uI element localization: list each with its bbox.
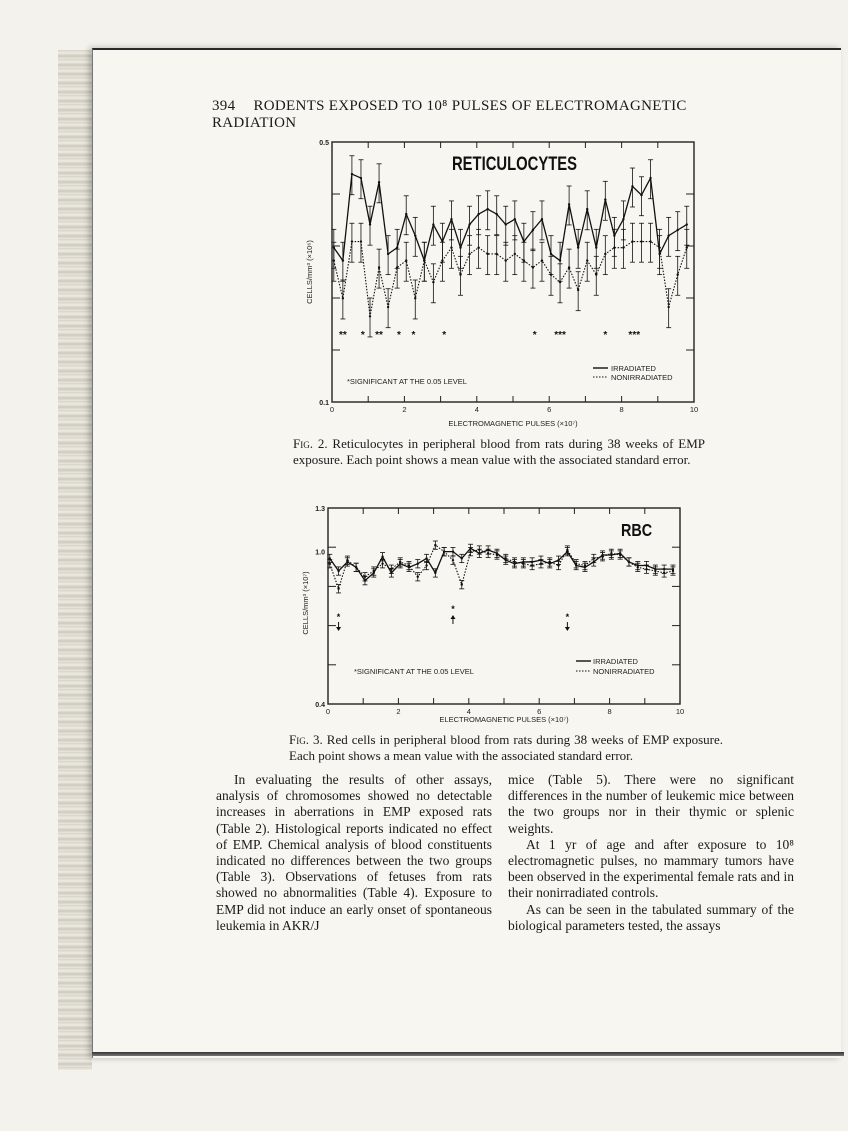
data-point (414, 297, 416, 299)
x-axis-label: ELECTROMAGNETIC PULSES (×10⁷) (439, 715, 569, 724)
series-nonirradiated (327, 541, 675, 593)
significance-arrow (450, 615, 455, 624)
data-point (452, 550, 454, 552)
data-point (619, 552, 621, 554)
significance-marks (336, 604, 570, 631)
data-point (540, 559, 542, 561)
data-point (443, 550, 445, 552)
data-point (604, 253, 606, 255)
significance-mark: * (603, 330, 608, 341)
data-point (425, 557, 427, 559)
data-point (477, 246, 479, 248)
figure-3-caption (289, 732, 723, 764)
data-point (496, 253, 498, 255)
data-point (342, 297, 344, 299)
data-point (337, 570, 339, 572)
significance-mark: *** (628, 330, 641, 341)
data-point (672, 568, 674, 570)
data-point (645, 564, 647, 566)
rbc-chart (296, 498, 706, 726)
significance-mark: ** (375, 330, 383, 341)
y-tick-label: 0.1 (319, 400, 329, 407)
data-point (360, 177, 362, 179)
data-point (514, 253, 516, 255)
data-point (505, 223, 507, 225)
data-point (468, 223, 470, 225)
series-line (330, 545, 673, 589)
y-tick-label: 0.5 (319, 140, 329, 147)
x-tick-label: 6 (547, 405, 552, 414)
left-text-column (216, 772, 492, 934)
data-point (396, 246, 398, 248)
data-point (441, 240, 443, 242)
data-point (631, 240, 633, 242)
data-point (459, 246, 461, 248)
data-point (496, 552, 498, 554)
x-axis-label: ELECTROMAGNETIC PULSES (×10⁷) (448, 419, 578, 428)
data-point (469, 547, 471, 549)
figure-2-text: Reticulocytes in peripheral blood from rats during 38 weeks of EMP exposure. Each point shows a mean value with the associated standard error. (293, 436, 706, 467)
paragraph: mice (Table 5). There were no significant differences in the number of leukemic mice between the two groups nor in their thymic or splenic weights. (508, 772, 794, 836)
figure-2-label: Fig. 2. (293, 436, 328, 451)
data-point (432, 223, 434, 225)
data-point (399, 562, 401, 564)
x-tick-label: 0 (329, 405, 335, 414)
data-point (577, 289, 579, 291)
x-tick-label: 2 (402, 405, 407, 414)
series-line (334, 242, 687, 317)
data-point (531, 561, 533, 563)
chart-title: RBC (621, 520, 653, 541)
data-point (601, 554, 603, 556)
figure-3-label: Fig. 3. (289, 732, 323, 747)
x-tick-label: 4 (474, 405, 479, 414)
data-point (387, 306, 389, 308)
paragraph: As can be seen in the tabulated summary of the biological parameters tested, the assays (508, 901, 794, 933)
data-point (566, 550, 568, 552)
data-point (513, 562, 515, 564)
data-point (414, 234, 416, 236)
data-point (595, 273, 597, 275)
data-point (373, 572, 375, 574)
data-point (628, 561, 630, 563)
data-point (523, 240, 525, 242)
reticulocytes-chart (300, 132, 720, 430)
x-tick-label: 8 (619, 405, 624, 414)
data-point (604, 198, 606, 200)
right-text-column (508, 772, 794, 934)
data-point (584, 566, 586, 568)
page-bottom-edge (92, 1052, 844, 1056)
legend-irradiated: IRRADIATED (611, 364, 656, 373)
data-point (505, 259, 507, 261)
data-point (408, 566, 410, 568)
legend-nonirradiated: NONIRRADIATED (611, 373, 673, 382)
data-point (450, 246, 452, 248)
data-point (486, 208, 488, 210)
data-point (677, 229, 679, 231)
series-irradiated (327, 544, 675, 585)
data-point (360, 240, 362, 242)
series-line (334, 174, 687, 261)
data-point (417, 562, 419, 564)
data-point (568, 203, 570, 205)
figure-3-text: Red cells in peripheral blood from rats during 38 weeks of EMP exposure. Each point shows a mean value with the associated standard error. (289, 732, 724, 763)
data-point (557, 559, 559, 561)
x-tick-label: 6 (537, 707, 542, 716)
data-point (550, 253, 552, 255)
significance-mark: * (565, 612, 570, 622)
series-irradiated (331, 156, 689, 281)
data-point (425, 564, 427, 566)
data-point (364, 579, 366, 581)
significance-mark: * (360, 330, 365, 341)
legend (576, 657, 655, 676)
data-point (654, 568, 656, 570)
legend (593, 364, 673, 382)
data-point (610, 554, 612, 556)
legend-nonirradiated: NONIRRADIATED (593, 667, 655, 676)
data-point (686, 246, 688, 248)
data-point (486, 253, 488, 255)
x-tick-label: 10 (675, 707, 685, 716)
data-point (640, 240, 642, 242)
page-number: 394 (212, 98, 236, 114)
data-point (378, 266, 380, 268)
data-point (329, 557, 331, 559)
data-point (487, 549, 489, 551)
figure-2-caption (293, 436, 705, 468)
data-point (505, 559, 507, 561)
x-tick-label: 2 (396, 707, 401, 716)
data-point (459, 273, 461, 275)
data-point (541, 218, 543, 220)
data-point (355, 566, 357, 568)
data-point (333, 246, 335, 248)
data-point (686, 223, 688, 225)
significance-mark: ** (338, 330, 347, 341)
data-point (622, 218, 624, 220)
data-point (342, 259, 344, 261)
data-point (658, 253, 660, 255)
data-point (522, 561, 524, 563)
data-point (586, 259, 588, 261)
data-point (631, 185, 633, 187)
running-header (212, 98, 752, 132)
significance-note: *SIGNIFICANT AT THE 0.05 LEVEL (347, 377, 467, 386)
significance-mark: * (397, 330, 401, 341)
data-point (532, 266, 534, 268)
data-point (677, 273, 679, 275)
data-point (532, 229, 534, 231)
x-tick-label: 4 (466, 707, 471, 716)
data-point (586, 208, 588, 210)
data-point (390, 572, 392, 574)
running-title: RODENTS EXPOSED TO 10⁸ PULSES OF ELECTROMAGNETIC RADIATION (212, 98, 687, 131)
data-point (622, 246, 624, 248)
data-point (577, 246, 579, 248)
data-point (381, 555, 383, 557)
data-point (417, 576, 419, 578)
data-point (613, 234, 615, 236)
data-point (369, 223, 371, 225)
significance-mark: * (451, 604, 455, 614)
data-point (351, 240, 353, 242)
significance-mark: * (336, 612, 341, 622)
data-point (450, 218, 452, 220)
significance-mark: * (411, 330, 416, 341)
data-point (387, 253, 389, 255)
data-point (432, 281, 434, 283)
series-line (330, 548, 673, 580)
data-point (568, 266, 570, 268)
significance-mark: * (532, 330, 537, 341)
x-tick-label: 10 (689, 405, 699, 414)
data-point (461, 557, 463, 559)
chart-title: RETICULOCYTES (452, 153, 577, 175)
x-tick-label: 8 (607, 707, 612, 716)
paragraph: In evaluating the results of other assays, analysis of chromosomes showed no detectable increases in aberrations in EMP exposed rats (Table 2). Histological reports indicated no effect of EMP. Chemical analysis of blood constituents indicated no differences between the two groups (Table 3). Observations of fetuses from rats showed no abnormalities (Table 4). Exposure to EMP did not induce an early onset of spontaneous leukemia in AKR/J (216, 772, 492, 933)
data-point (593, 561, 595, 563)
data-point (649, 240, 651, 242)
data-point (351, 173, 353, 175)
data-point (434, 572, 436, 574)
data-point (434, 544, 436, 546)
data-point (496, 213, 498, 215)
data-point (477, 213, 479, 215)
y-axis-label: CELLS/mm³ (×10⁷) (301, 571, 310, 635)
paragraph: At 1 yr of age and after exposure to 10⁸ electromagnetic pulses, no mammary tumors have been observed in the experimental female rats and in their nonirradiated controls. (508, 836, 794, 901)
significance-mark: * (442, 330, 447, 341)
data-point (468, 253, 470, 255)
data-point (667, 306, 669, 308)
data-point (667, 234, 669, 236)
y-axis-label: CELLS/mm³ (×10⁶) (305, 240, 314, 304)
significance-mark: *** (554, 330, 566, 341)
data-point (478, 552, 480, 554)
data-point (575, 564, 577, 566)
significance-arrow (565, 622, 570, 631)
data-point (346, 561, 348, 563)
significance-marks (339, 330, 640, 341)
data-point (405, 259, 407, 261)
data-point (640, 194, 642, 196)
x-tick-label: 0 (325, 707, 331, 716)
data-point (549, 562, 551, 564)
data-point (514, 218, 516, 220)
plot-frame (332, 142, 694, 402)
y-tick-label: 0.4 (315, 702, 325, 709)
y-tick-label: 1.0 (315, 549, 325, 557)
data-point (423, 259, 425, 261)
book-binding-edge (58, 50, 92, 1070)
data-point (452, 559, 454, 561)
data-point (649, 177, 651, 179)
significance-arrow (336, 622, 341, 631)
data-point (461, 583, 463, 585)
data-point (663, 568, 665, 570)
data-point (559, 259, 561, 261)
data-point (637, 564, 639, 566)
data-point (381, 562, 383, 564)
significance-note: *SIGNIFICANT AT THE 0.05 LEVEL (354, 667, 474, 676)
data-point (595, 246, 597, 248)
y-tick-label: 1.3 (315, 506, 325, 513)
series-nonirradiated (331, 223, 689, 337)
data-point (405, 213, 407, 215)
data-point (369, 315, 371, 317)
data-point (337, 588, 339, 590)
data-point (378, 181, 380, 183)
data-point (541, 259, 543, 261)
legend-irradiated: IRRADIATED (593, 657, 638, 666)
